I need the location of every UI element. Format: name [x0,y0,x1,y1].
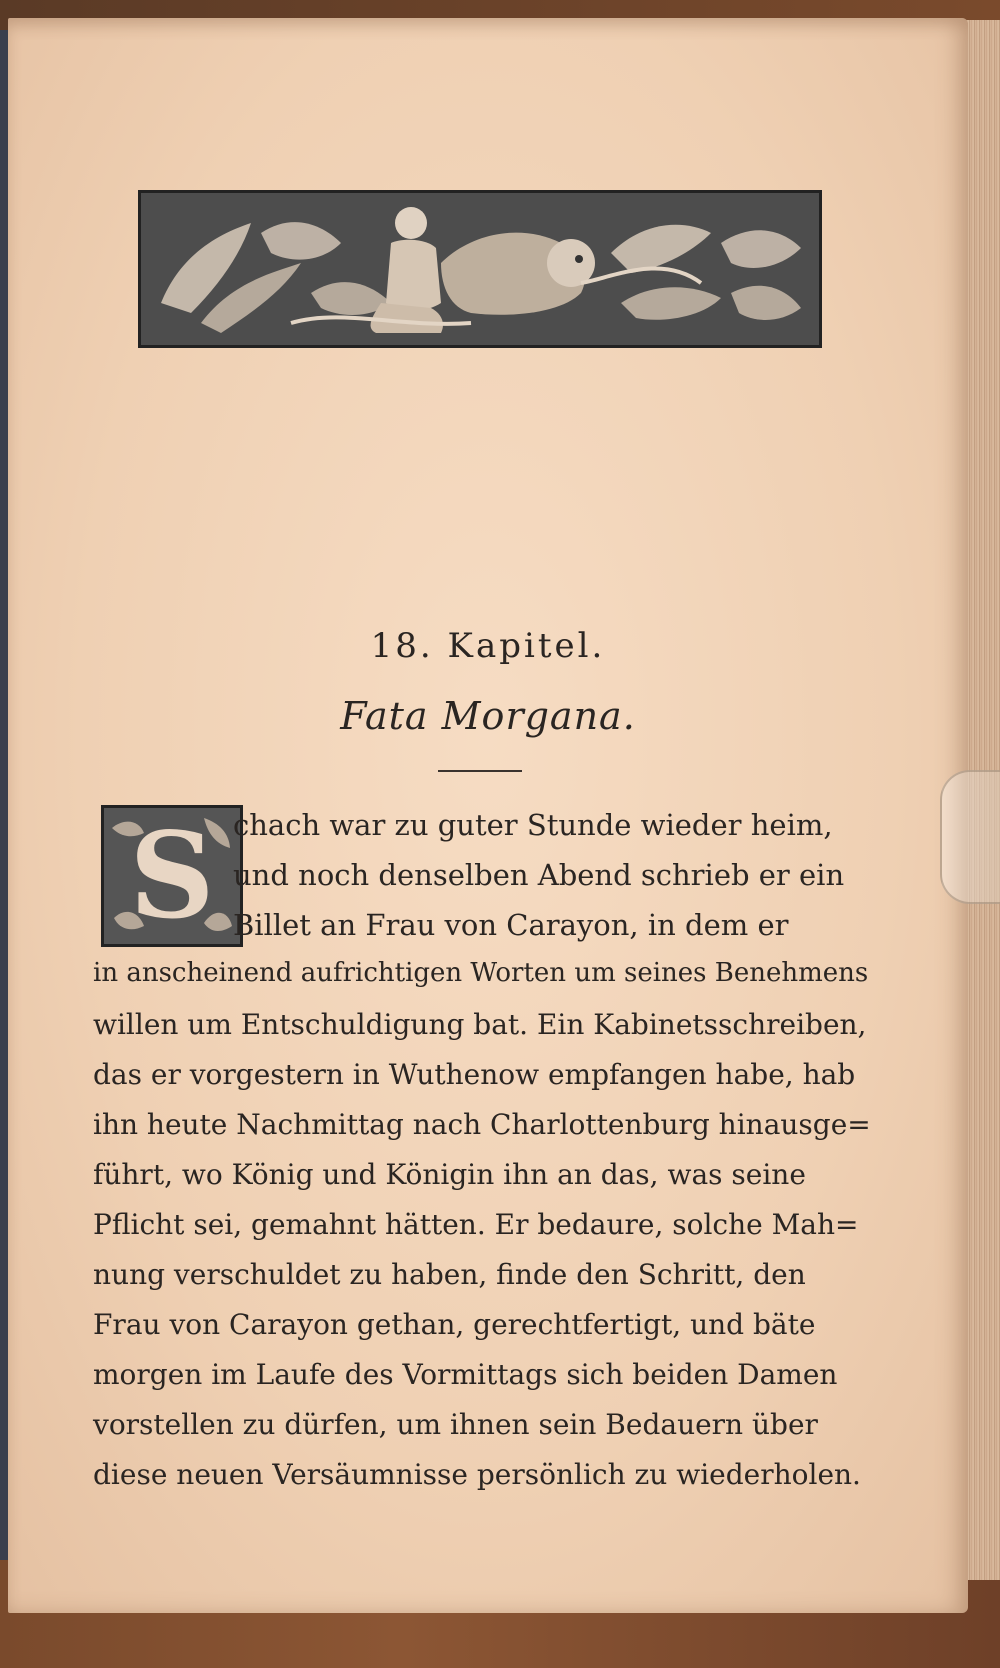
chapter-title: Fata Morgana. [340,694,636,738]
text-line: und noch denselben Abend schrieb er ein [233,858,845,892]
title-divider [438,770,522,772]
text-line: morgen im Laufe des Vormittags sich beiden Damen [93,1358,838,1391]
text-line: in anscheinend aufrichtigen Worten um seines Benehmens [93,958,869,988]
chapter-heading: 18. Kapitel. [370,626,606,666]
text-line: Pflicht sei, gemahnt hätten. Er bedaure, solche Mah= [93,1208,859,1241]
text-line: vorstellen zu dürfen, um ihnen sein Bedauern über [93,1408,818,1441]
text-line: nung verschuldet zu haben, finde den Schritt, den [93,1258,806,1291]
text-line: willen um Entschuldigung bat. Ein Kabinetsschreiben, [93,1008,867,1041]
text-line: chach war zu guter Stunde wieder heim, [233,808,833,842]
text-line: das er vorgestern in Wuthenow empfangen habe, hab [93,1058,856,1091]
text-line: Frau von Carayon gethan, gerechtfertigt, und bäte [93,1308,816,1341]
text-line: Billet an Frau von Carayon, in dem er [233,908,789,942]
text-line: diese neuen Versäumnisse persönlich zu wiederholen. [93,1458,861,1491]
text-line: ihn heute Nachmittag nach Charlottenburg hinausge= [93,1108,871,1141]
headpiece-illustration [141,193,819,345]
book-page [8,18,968,1613]
decorative-headpiece [138,190,822,348]
page-clip [940,770,1000,904]
drop-cap-initial [101,805,243,947]
text-line: führt, wo König und Königin ihn an das, was seine [93,1158,806,1191]
drop-cap-letter: S [129,806,215,945]
